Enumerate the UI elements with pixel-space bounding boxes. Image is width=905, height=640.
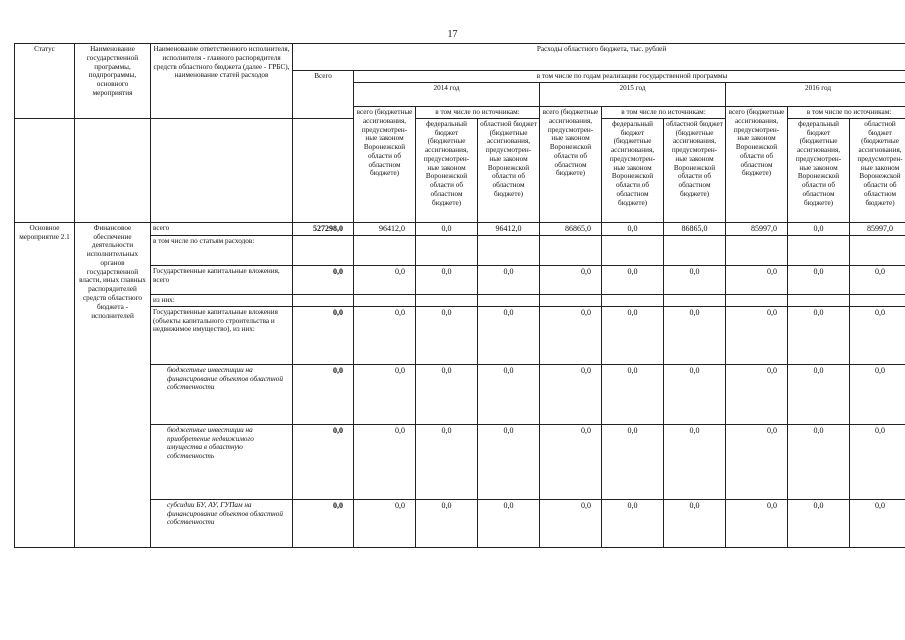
- header-regional-2016: областной бюджет (бюджетные ассигнования, предусмотрен-ные законом Воронежской области об областном бюджете): [850, 118, 905, 222]
- header-executor-cont: [151, 118, 293, 222]
- row-value: 0,0: [540, 424, 602, 499]
- row-value: [354, 235, 416, 265]
- row-value: 85997,0: [850, 222, 905, 235]
- row-value: 0,0: [354, 364, 416, 424]
- header-regional-2015: областной бюджет (бюджетные ассигнования, предусмотрен-ные законом Воронежской области об областном бюджете): [664, 118, 726, 222]
- row-total: 0,0: [293, 364, 354, 424]
- row-total: [293, 235, 354, 265]
- header-federal-2015: федеральный бюджет (бюджетные ассигнования, предусмотрен-ные законом Воронежской области об областном бюджете): [602, 118, 664, 222]
- row-value: 0,0: [850, 364, 905, 424]
- row-value: 96412,0: [354, 222, 416, 235]
- row-value: 0,0: [850, 424, 905, 499]
- budget-table: [14, 43, 905, 548]
- header-all-2016: всего (бюджетные ассигнования, предусмотрен-ные законом Воронежской области об областном бюджете): [726, 107, 788, 223]
- header-executor: Наименование ответственного исполнителя, исполнителя - главного распорядителя средств областного бюджета (далее - ГРБС), наименование статей расходов: [151, 44, 293, 119]
- row-value: 0,0: [788, 265, 850, 294]
- page-number: 17: [447, 29, 458, 40]
- row-value: [602, 294, 664, 306]
- row-value: 0,0: [478, 364, 540, 424]
- row-label: Государственные капитальные вложения (объекты капитального строительства и недвижимое имущество), из них:: [151, 306, 293, 364]
- row-value: 0,0: [478, 306, 540, 364]
- row-value: 0,0: [602, 265, 664, 294]
- row-value: 0,0: [726, 306, 788, 364]
- row-value: 0,0: [478, 265, 540, 294]
- row-value: 0,0: [602, 499, 664, 547]
- row-value: 0,0: [540, 499, 602, 547]
- header-year-2015: 2015 год: [540, 83, 726, 107]
- header-year-2014: 2014 год: [354, 83, 540, 107]
- header-row-1: [15, 44, 905, 71]
- row-value: 0,0: [602, 424, 664, 499]
- row-value: 0,0: [726, 265, 788, 294]
- row-value: 0,0: [788, 424, 850, 499]
- row-value: 0,0: [416, 222, 478, 235]
- row-value: 0,0: [788, 364, 850, 424]
- header-regional-2014: областной бюджет (бюджетные ассигнования, предусмотрен-ные законом Воронежской области об областном бюджете): [478, 118, 540, 222]
- row-total: 0,0: [293, 306, 354, 364]
- header-status: Статус: [15, 44, 75, 119]
- row-value: 0,0: [788, 499, 850, 547]
- row-total: 527298,0: [293, 222, 354, 235]
- row-value: 0,0: [726, 499, 788, 547]
- row-value: [788, 235, 850, 265]
- row-value: 0,0: [664, 424, 726, 499]
- header-total: Всего: [293, 71, 354, 119]
- row-value: 0,0: [602, 364, 664, 424]
- row-label: бюджетные инвестиции на приобретение недвижимого имущества в областную собственность: [151, 424, 293, 499]
- row-value: [354, 294, 416, 306]
- header-sources-2015: в том числе по источникам:: [602, 107, 726, 119]
- row-value: [602, 235, 664, 265]
- row-value: 96412,0: [478, 222, 540, 235]
- row-value: 86865,0: [664, 222, 726, 235]
- program-cell: Финансовое обеспечение деятельности исполнительных органов государственной власти, иных главных распорядителей средств областного бюджета - исполнителей: [75, 222, 151, 547]
- row-value: 0,0: [850, 499, 905, 547]
- row-value: 0,0: [664, 499, 726, 547]
- row-value: [478, 294, 540, 306]
- row-total: [293, 294, 354, 306]
- header-total-cont: [293, 118, 354, 222]
- row-value: [664, 235, 726, 265]
- row-value: [416, 294, 478, 306]
- row-value: 0,0: [602, 306, 664, 364]
- row-label: в том числе по статьям расходов:: [151, 235, 293, 265]
- row-value: 0,0: [602, 222, 664, 235]
- header-all-2014: всего (бюджетные ассигнования, предусмотрен-ные законом Воронежской области об областном бюджете): [354, 107, 416, 223]
- row-label: всего: [151, 222, 293, 235]
- row-value: 85997,0: [726, 222, 788, 235]
- row-total: 0,0: [293, 424, 354, 499]
- row-label: Государственные капитальные вложения, всего: [151, 265, 293, 294]
- row-value: 0,0: [416, 364, 478, 424]
- row-value: [726, 235, 788, 265]
- row-value: [664, 294, 726, 306]
- row-total: 0,0: [293, 499, 354, 547]
- row-value: 0,0: [726, 364, 788, 424]
- row-value: 0,0: [850, 265, 905, 294]
- row-value: 0,0: [354, 306, 416, 364]
- header-federal-2016: федеральный бюджет (бюджетные ассигнования, предусмотрен-ные законом Воронежской области об областном бюджете): [788, 118, 850, 222]
- row-value: [416, 235, 478, 265]
- row-total: 0,0: [293, 265, 354, 294]
- row-label: из них:: [151, 294, 293, 306]
- row-value: [788, 294, 850, 306]
- row-value: 0,0: [416, 499, 478, 547]
- row-value: [850, 235, 905, 265]
- row-value: [850, 294, 905, 306]
- row-value: 0,0: [354, 499, 416, 547]
- header-expenses: Расходы областного бюджета, тыс. рублей: [293, 44, 905, 71]
- row-value: 0,0: [788, 222, 850, 235]
- header-sources-2014: в том числе по источникам:: [416, 107, 540, 119]
- header-program-cont: [75, 118, 151, 222]
- row-value: 0,0: [478, 499, 540, 547]
- row-label: субсидии БУ, АУ, ГУПам на финансирование объектов областной собственности: [151, 499, 293, 547]
- row-value: [478, 235, 540, 265]
- header-all-2015: всего (бюджетные ассигнования, предусмотрен-ные законом Воронежской области об областном бюджете): [540, 107, 602, 223]
- row-value: 0,0: [540, 306, 602, 364]
- row-value: 0,0: [850, 306, 905, 364]
- row-value: 0,0: [478, 424, 540, 499]
- row-value: 0,0: [354, 424, 416, 499]
- row-value: 0,0: [664, 265, 726, 294]
- status-cell: Основное мероприятие 2.1: [15, 222, 75, 547]
- row-value: [540, 235, 602, 265]
- header-federal-2014: федеральный бюджет (бюджетные ассигнования, предусмотрен-ные законом Воронежской области об областном бюджете): [416, 118, 478, 222]
- header-program-name: Наименование государственной программы, подпрограммы, основного мероприятия: [75, 44, 151, 119]
- row-value: 0,0: [726, 424, 788, 499]
- row-value: 0,0: [416, 424, 478, 499]
- table-row: [15, 222, 905, 235]
- header-year-2016: 2016 год: [726, 83, 905, 107]
- row-value: 0,0: [540, 265, 602, 294]
- row-value: 0,0: [416, 265, 478, 294]
- row-value: 0,0: [540, 364, 602, 424]
- row-value: 0,0: [788, 306, 850, 364]
- header-by-years: в том числе по годам реализации государственной программы: [354, 71, 905, 83]
- row-label: бюджетные инвестиции на финансирование объектов областной собственности: [151, 364, 293, 424]
- row-value: 86865,0: [540, 222, 602, 235]
- row-value: [540, 294, 602, 306]
- row-value: 0,0: [664, 364, 726, 424]
- row-value: 0,0: [664, 306, 726, 364]
- row-value: 0,0: [354, 265, 416, 294]
- row-value: 0,0: [416, 306, 478, 364]
- row-value: [726, 294, 788, 306]
- header-status-cont: [15, 118, 75, 222]
- header-sources-2016: в том числе по источникам:: [788, 107, 905, 119]
